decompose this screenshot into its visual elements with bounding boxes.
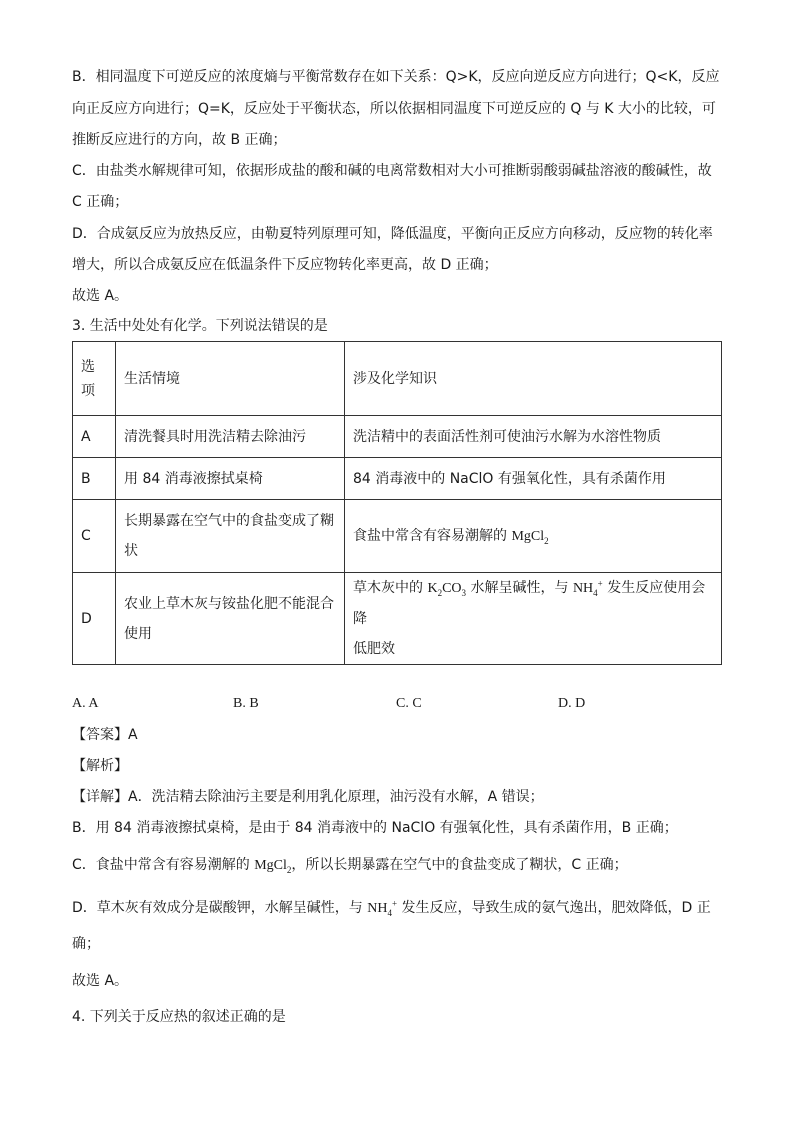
option-b: B. B (233, 696, 259, 711)
question-4-stem: 4. 下列关于反应热的叙述正确的是 (72, 1009, 286, 1025)
detail-mgcl2-sub: 2 (286, 864, 292, 875)
row-c-option: C (73, 500, 116, 573)
question-3-conclusion: 故选 A。 (72, 973, 129, 989)
detail-c-pre: C．食盐中常含有容易潮解的 (72, 857, 255, 873)
k2co3-sub1: 2 (437, 587, 443, 598)
row-a-option: A (73, 416, 116, 458)
detail-d-line1 (72, 898, 722, 919)
prev-answer-c-line1: C．由盐类水解规律可知，依据形成盐的酸和碱的电离常数相对大小可推断弱酸弱碱盐溶液的酸碱性，故 (72, 163, 712, 179)
ammonium-formula (572, 578, 603, 598)
row-d-knowledge-mid: 水解呈碱性，与 (466, 580, 573, 596)
table-row (73, 416, 722, 458)
question-3-table (72, 341, 722, 665)
row-b-knowledge: 84 消毒液中的 NaClO 有强氧化性，具有杀菌作用 (345, 458, 722, 500)
mgcl2-subscript: 2 (544, 535, 549, 546)
k2co3-formula (427, 581, 466, 596)
row-c-scene-line1: 长期暴露在空气中的食盐变成了糊 (124, 513, 334, 529)
ammonium-nh: NH (572, 581, 594, 596)
row-d-knowledge-post: 发生反应使用会降 (353, 580, 706, 627)
prev-answer-b-line3: 推断反应进行的方向，故 B 正确； (72, 132, 287, 148)
detail-ammonium-charge: + (391, 898, 398, 909)
mgcl2-main: MgCl (511, 528, 545, 544)
detail-ammonium-formula (367, 898, 398, 918)
detail-ammonium-nh: NH (367, 901, 388, 916)
header-scene: 生活情境 (116, 342, 345, 416)
table-row (73, 573, 722, 665)
option-a: A. A (72, 696, 99, 711)
prev-answer-c-line2: C 正确； (72, 194, 129, 210)
table-header-row (73, 342, 722, 416)
table-row (73, 500, 722, 573)
detail-c-post: ，所以长期暴露在空气中的食盐变成了糊状，C 正确； (291, 857, 628, 873)
row-d-scene-line1: 农业上草木灰与铵盐化肥不能混合 (124, 595, 334, 612)
detail-mgcl2-main: MgCl (254, 858, 287, 873)
k2co3-co: CO (442, 581, 462, 596)
detail-d-post: 发生反应，导致生成的氨气逸出，肥效降低，D 正 (397, 900, 711, 916)
mgcl2-formula (511, 529, 548, 544)
row-c-knowledge (345, 500, 722, 573)
row-a-scene: 清洗餐具时用洗洁精去除油污 (116, 416, 345, 458)
row-a-knowledge: 洗洁精中的表面活性剂可使油污水解为水溶性物质 (345, 416, 722, 458)
option-c: C. C (396, 696, 422, 711)
row-d-scene-line2: 使用 (124, 625, 152, 642)
detail-mgcl2-formula (254, 858, 291, 873)
row-c-knowledge-text: 食盐中常含有容易潮解的 (353, 527, 512, 544)
row-b-scene: 用 84 消毒液擦拭桌椅 (116, 458, 345, 500)
row-c-scene-line2: 状 (124, 543, 138, 559)
ammonium-charge: + (597, 578, 603, 589)
row-d-knowledge-pre: 草木灰中的 (353, 580, 428, 596)
analysis-label: 【解析】 (72, 758, 128, 774)
detail-d-line2: 确； (72, 936, 100, 952)
question-3-stem: 3. 生活中处处有化学。下列说法错误的是 (72, 318, 328, 334)
header-knowledge: 涉及化学知识 (345, 342, 722, 416)
prev-answer-d-line1: D．合成氨反应为放热反应，由勒夏特列原理可知，降低温度，平衡向正反应方向移动，反应物的转化率 (72, 226, 713, 242)
prev-answer-b-line2: 向正反应方向进行；Q=K，反应处于平衡状态，所以依据相同温度下可逆反应的 Q 与 K 大小的比较，可 (72, 101, 716, 117)
option-d: D. D (558, 696, 586, 711)
row-b-option: B (73, 458, 116, 500)
ammonium-sub: 4 (593, 587, 598, 598)
row-c-scene (116, 500, 345, 573)
k2co3-k: K (427, 581, 438, 596)
detail-ammonium-sub: 4 (387, 907, 392, 918)
row-d-option: D (73, 573, 116, 665)
detail-d-pre: D．草木灰有效成分是碳酸钾，水解呈碱性，与 (72, 900, 368, 916)
prev-conclusion: 故选 A。 (72, 288, 129, 304)
detail-b: B．用 84 消毒液擦拭桌椅，是由于 84 消毒液中的 NaClO 有强氧化性，具有杀菌作用，B 正确； (72, 820, 678, 836)
answer-label: 【答案】A (72, 727, 138, 743)
detail-a: 【详解】A．洗洁精去除油污主要是利用乳化原理，油污没有水解，A 错误； (72, 789, 544, 805)
table-row (73, 458, 722, 500)
detail-c (72, 855, 722, 876)
prev-answer-d-line2: 增大，所以合成氨反应在低温条件下反应物转化率更高，故 D 正确； (72, 257, 498, 273)
row-d-knowledge-line2: 低肥效 (353, 641, 395, 657)
row-d-scene (116, 573, 345, 665)
k2co3-sub2: 3 (461, 587, 467, 598)
prev-answer-b-line1: B．相同温度下可逆反应的浓度熵与平衡常数存在如下关系：Q>K，反应向逆反应方向进行；Q<K，反应 (72, 69, 720, 85)
row-d-knowledge (345, 573, 722, 665)
header-option: 选项 (73, 342, 116, 416)
